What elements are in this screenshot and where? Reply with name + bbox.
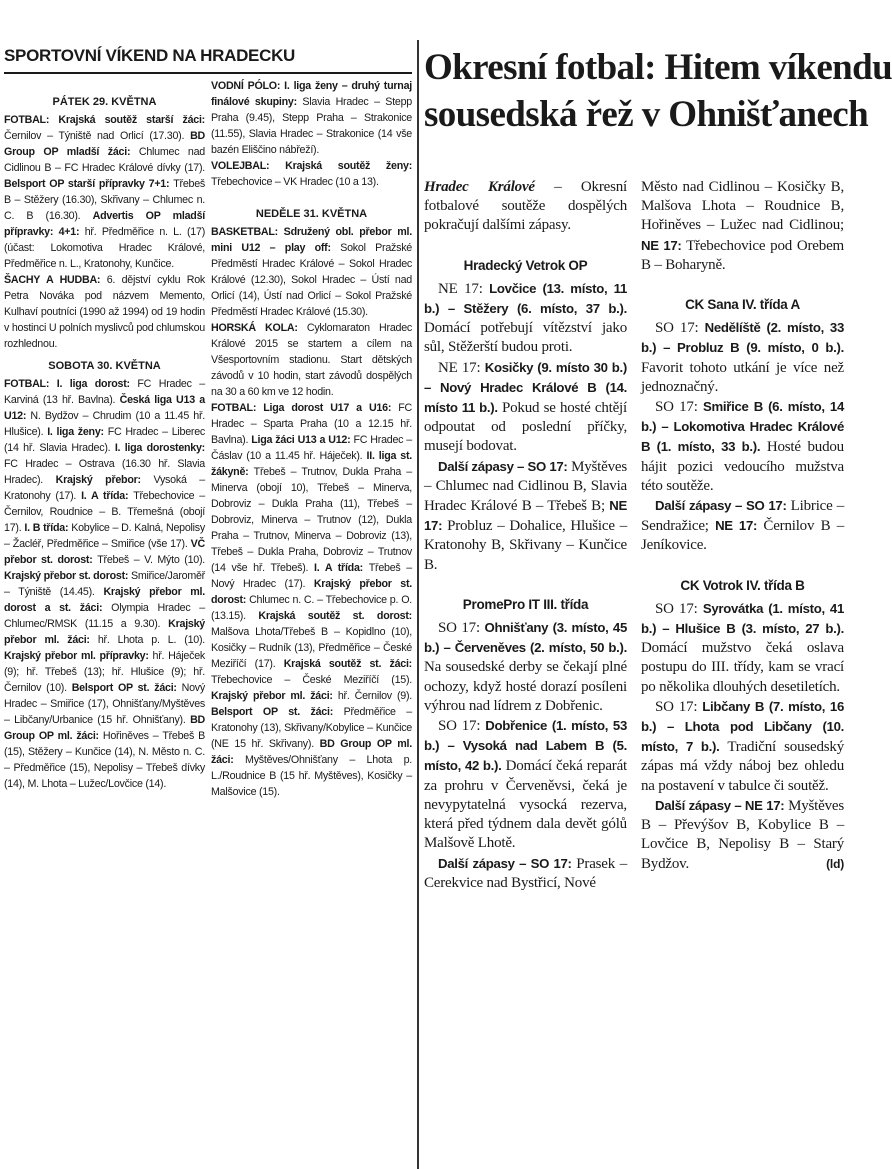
article-paragraph: [641, 318, 844, 397]
body-text: Tradiční sousedský zápas má vždy náboj bez ohledu na postavení v tabulce či soutěž.: [641, 739, 844, 794]
bold-text: FOTBAL: Liga dorost U17 a U16:: [211, 402, 399, 414]
body-text: SO 17:: [438, 620, 485, 637]
article-body: [424, 178, 844, 1169]
bold-text: ŠACHY A HUDBA:: [4, 274, 107, 286]
league-heading: CK Sana IV. třída A: [685, 297, 800, 313]
body-text: Třebeš – Nový Hradec (17).: [211, 562, 412, 590]
body-text: Třebechovice – České Meziříčí (15).: [211, 674, 412, 686]
article-lead: [424, 178, 627, 236]
bold-text: I. liga dorostenky:: [114, 442, 205, 454]
article-paragraph: [641, 496, 844, 556]
body-text: FC Hradec – Čáslav (10 a 11.45 hř. Háječek).: [211, 434, 412, 462]
schedule-entry: [211, 400, 412, 800]
bold-text: Krajská soutěž st. žáci:: [283, 658, 412, 670]
body-text: Hosté budou hájit pozici vedoucího mužstva této soutěže.: [641, 439, 844, 494]
body-text: – Okresní fotbalové soutěže dospělých pokračují dalšími zápasy.: [424, 179, 627, 234]
body-text: NE 17:: [438, 359, 485, 376]
article-paragraph: [424, 716, 627, 853]
bold-text: Advertis OP mladší přípravky: 4+1:: [4, 210, 206, 238]
left-header: SPORTOVNÍ VÍKEND NA HRADECKU: [4, 40, 412, 74]
body-text: Hořiněves – Třebeš B (15), Stěžery – Kunčice (14), N. Město n. C. – Předměřice (15), Nepolisy – Třebeš dívky (14), M. Lhota – Lužec/Lovčice (14).: [4, 730, 205, 790]
bold-text: Krajský přebor ml. přípravky:: [4, 650, 153, 662]
bold-text: Nedělíště (2. místo, 33 b.) – Probluz B (9. místo, 0 b.).: [641, 320, 844, 356]
bold-text: NE 17:: [715, 518, 758, 534]
article-headline-line-2: sousedská řež v Ohnišťanech: [424, 94, 869, 135]
bold-text: VOLEJBAL: Krajská soutěž ženy:: [211, 160, 412, 172]
bold-text: BASKETBAL: Sdružený obl. přebor ml. mini U12 – play off:: [211, 226, 412, 254]
article-paragraph: [641, 178, 844, 275]
schedule-entry: [211, 320, 412, 400]
bold-text: Libčany B (7. místo, 16 b.) – Lhota pod Libčany (10. místo, 7 b.).: [641, 698, 844, 755]
schedule-entry: [211, 78, 412, 158]
bold-text: Další zápasy – SO 17:: [655, 498, 787, 514]
body-text: Cyklomaraton Hradec Králové 2015 se startem a cílem na Všesportovním stadionu. Start dětských závodů v 10 hodin, start závodů dospělých na 30 a 60 km ve 12 hodin.: [211, 322, 412, 398]
body-text: Slavia Hradec – Stepp Praha (9.45), Stepp Praha – Strakonice (11.55), Slavia Hradec – Strakonice (14 vše bazén Eliščino nábřeží).: [211, 96, 412, 156]
body-text: Probluz – Dohalice, Hlušice – Kratonohy B, Skřivany – Kunčice B.: [424, 518, 627, 573]
schedule-entry: [4, 376, 205, 792]
bold-text: HORSKÁ KOLA:: [211, 322, 307, 334]
body-text: Smiřice/Jaroměř – Týniště (14.45).: [4, 570, 205, 598]
article-column-1: [424, 178, 627, 1169]
author-initials: (ld): [826, 856, 844, 871]
bold-text: BD Group OP ml. žáci:: [4, 714, 205, 742]
body-text: Myštěves B – Převýšov B, Kobylice B – Lovčice B, Nepolisy B – Starý Bydžov.: [641, 797, 844, 872]
bold-text: Dobřenice (1. místo, 53 b.) – Vysoká nad Labem B (5. místo, 42 b.).: [424, 718, 627, 774]
bold-text: Belsport OP st. žáci:: [211, 706, 344, 718]
bold-text: Další zápasy – NE 17:: [655, 797, 785, 813]
day-heading: NEDĚLE 31. KVĚTNA: [255, 208, 368, 220]
body-text: Třebechovice – VK Hradec (10 a 13).: [211, 176, 379, 188]
body-text: SO 17:: [655, 600, 703, 617]
bold-text: Syrovátka (1. místo, 41 b.) – Hlušice B (3. místo, 27 b.).: [641, 600, 844, 637]
body-text: hř. Lhota p. L. (10).: [97, 634, 205, 646]
bold-text: Krajský přebor ml. dorost a st. žáci:: [4, 586, 205, 614]
body-text: FC Hradec – Sparta Praha (10 a 12.15 hř. Bavlna).: [211, 402, 412, 446]
body-text: Třebeš – Trutnov, Dukla Praha – Minerva (obojí 10), Třebeš – Minerva, Dobroviz – Dukla Praha (11), Třebeš – Dobroviz, Minerva – Trutnov (12), Dukla Praha – Trutnov, Minerva – Dobroviz (13), Třebeš – Dukla Praha, Dobroviz – Trutnov (14 vše hř. Třebeš).: [211, 466, 412, 574]
bold-text: Krajský přebor st. dorost:: [211, 578, 412, 606]
column-divider: [417, 40, 419, 1169]
body-text: SO 17:: [655, 698, 703, 715]
body-text: hř. Předměřice n. L. (17) (účast: Lokomotiva Hradec Králové, Předměřice n. L., Kratonohy, Kunčice.: [4, 226, 206, 270]
day-heading: PÁTEK 29. KVĚTNA: [52, 96, 157, 108]
schedule-column-2: [211, 78, 412, 1166]
body-text: Nový Hradec – Smiřice (17), Ohnišťany/Myštěves – Libčany/Urbanice (15 hř. Ohnišťany).: [4, 682, 205, 726]
article: [424, 44, 892, 1169]
schedule-columns: [4, 78, 412, 1166]
body-text: SO 17:: [438, 718, 486, 735]
body-text: Malšova Lhota/Třebeš B – Kopidlno (10), Kosičky – Rudník (13), Předměřice – České Meziříčí (17).: [211, 626, 412, 670]
bold-text: I. B třída:: [24, 522, 72, 534]
article-paragraph: [641, 697, 844, 796]
article-headline-line-1: Okresní fotbal: Hitem víkendu: [424, 47, 892, 88]
league-heading: CK Votrok IV. třída B: [680, 577, 805, 593]
body-text: Domácí čeká reparát za prohru v Červeněvsi, čeká je nevypytatelná vysocká rezerva, která před týdnem dala devět gólů Malšově Lhotě.: [424, 758, 628, 852]
bold-text: Lovčice (13. místo, 11 b.) – Stěžery (6. místo, 37 b.).: [424, 280, 627, 317]
day-heading: SOBOTA 30. KVĚTNA: [48, 360, 161, 372]
article-paragraph: [641, 796, 844, 874]
body-text: Myštěves/Ohnišťany – Lhota p. L./Roudnice B (15 hř. Myštěves), Kosičky – Malšovice (15).: [211, 754, 412, 798]
bold-text: Belsport OP starší přípravky 7+1:: [4, 178, 174, 190]
article-paragraph: [641, 599, 844, 697]
bold-text: VODNÍ PÓLO: I. liga ženy – druhý turnaj finálové skupiny:: [211, 80, 412, 108]
article-column-2: [641, 178, 844, 1169]
bold-text: Další zápasy – SO 17:: [438, 855, 572, 871]
body-text: Vysoká – Kratonohy (17).: [4, 474, 205, 502]
bold-text: II. liga st. žákyně:: [211, 450, 412, 478]
schedule-entry: [211, 158, 412, 190]
article-paragraph: [424, 854, 627, 893]
body-text: Favorit tohoto utkání je více než jednoznačný.: [641, 359, 844, 395]
bold-text: Liga žáci U13 a U12:: [251, 434, 354, 446]
article-paragraph: [424, 358, 627, 457]
body-text: N. Bydžov – Chrudim (10 a 11.45 hř. Hlušice).: [4, 410, 205, 438]
body-text: FC Hradec – Karviná (13 hř. Bavlna).: [4, 378, 205, 406]
body-text: Třebeš B – Stěžery (16.30), Skřivany – Chlumec n. C. B (16.30).: [4, 178, 205, 222]
article-paragraph: [641, 397, 844, 496]
body-text: Černilov B – Jeníkovice.: [641, 518, 844, 554]
league-heading: PromePro IT III. třída: [462, 596, 589, 612]
bold-text: Krajský přebor ml. žáci:: [4, 618, 205, 646]
bold-text: NE 17:: [641, 237, 682, 253]
body-text: Domácí mužstvo čeká oslava postupu do III. třídy, kam se vrací po několika dlouhých desetiletích.: [641, 640, 844, 695]
bold-text: Smiřice B (6. místo, 14 b.) – Lokomotiva Hradec Králové B (1. místo, 33 b.).: [641, 399, 844, 455]
body-text: Město nad Cidlinou – Kosičky B, Malšova Lhota – Roudnice B, Hořiněves – Lužec nad Cidlinou;: [641, 179, 844, 234]
league-heading: Hradecký Vetrok OP: [463, 257, 588, 273]
body-text: SO 17:: [655, 320, 705, 337]
bold-text: VČ přebor st. dorost:: [4, 538, 205, 566]
bold-text: FOTBAL: I. liga dorost:: [4, 378, 138, 390]
schedule-column-1: [4, 78, 205, 1166]
body-text: Sokol Pražské Předměstí Hradec Králové – Sokol Hradec Králové (12.30), Sokol Hradec – Ústí nad Orlicí (14), Ústí nad Orlicí – Sokol Pražské Předměstí Hradec Králové (15.30).: [211, 242, 412, 318]
body-text: Domácí potřebují vítězství jako sůl, Stěžerští budou proti.: [424, 320, 627, 356]
body-text: hř. Háječek (9); hř. Třebeš (13); hř. Hlušice (9); hř. Černilov (10).: [4, 650, 205, 694]
schedule-entry: [4, 272, 205, 352]
body-text: Třebechovice pod Orebem B – Boharyně.: [641, 237, 844, 273]
article-paragraph: [424, 618, 627, 716]
bold-text: BD Group OP mladší žáci:: [4, 130, 205, 158]
bold-text: FOTBAL: Krajská soutěž starší žáci:: [4, 114, 205, 126]
body-text: FC Hradec – Ostrava (16.30 hř. Slavia Hradec).: [4, 458, 205, 486]
body-text: Chlumec n. C. – Třebechovice p. O. (13.15).: [211, 594, 412, 622]
bold-text: Krajský přebor:: [55, 474, 154, 486]
body-text: FC Hradec – Liberec (14 hř. Slavia Hradec).: [4, 426, 205, 454]
body-text: Prasek – Cerekvice nad Bystřicí, Nové: [424, 855, 627, 891]
bold-text: Krajský přebor st. dorost:: [4, 570, 131, 582]
body-text: Librice – Sendražice;: [641, 498, 844, 535]
bold-text: Další zápasy – SO 17:: [438, 458, 568, 474]
bold-text: Krajská soutěž st. dorost:: [258, 610, 412, 622]
body-text: Kobylice – D. Kalná, Nepolisy – Žacléř, Předměřice – Smiřice (vše 17).: [4, 522, 205, 550]
body-text: Třebechovice – Černilov, Roudnice – B. Třemešná (obojí 17).: [4, 490, 205, 534]
schedule-entry: [211, 224, 412, 320]
article-paragraph: [424, 279, 627, 358]
body-text: Chlumec nad Cidlinou B – FC Hradec Králové dívky (17).: [4, 146, 205, 174]
body-text: hř. Černilov (9).: [337, 690, 412, 702]
body-text: Myštěves – Chlumec nad Cidlinou B, Slavia Hradec Králové B – Třebeš B;: [424, 458, 627, 515]
dateline: Hradec Králové: [424, 179, 535, 195]
article-paragraph: [424, 457, 627, 575]
body-text: Předměřice – Kratonohy (13), Skřivany/Kobylice – Kunčice (NE 15 hř. Skřivany).: [211, 706, 412, 750]
body-text: Třebeš – V. Mýto (10).: [97, 554, 205, 566]
schedule-entry: [4, 112, 205, 272]
bold-text: Kosičky (9. místo 30 b.) – Nový Hradec Králové B (14. místo 11 b.).: [424, 359, 627, 416]
body-text: 6. dějství cyklu Rok Petra Nováka pod názvem Memento, Kulhaví poutníci (1990 až 1994) od 19 hodin v hostinci U polních myslivců pod chlumskou rozhlednou.: [4, 274, 205, 350]
bold-text: Krajský přebor ml. žáci:: [211, 690, 338, 702]
bold-text: NE 17:: [424, 498, 627, 534]
body-text: Olympia Hradec – Chlumec/RMSK (11.15 a 9.30).: [4, 602, 205, 630]
bold-text: BD Group OP ml. žáci:: [211, 738, 412, 766]
bold-text: Česká liga U13 a U12:: [4, 394, 205, 422]
body-text: Pokud se hosté chtějí odpoutat od poslední příčky, musejí bodovat.: [424, 400, 627, 455]
body-text: Černilov – Týniště nad Orlicí (17.30).: [4, 130, 191, 142]
body-text: SO 17:: [655, 399, 704, 416]
bold-text: Belsport OP st. žáci:: [71, 682, 182, 694]
body-text: NE 17:: [438, 280, 490, 297]
bold-text: I. liga ženy:: [47, 426, 108, 438]
bold-text: I. A třída:: [314, 562, 369, 574]
bold-text: Ohnišťany (3. místo, 45 b.) – Červeněves (2. místo, 50 b.).: [424, 620, 627, 656]
body-text: Na sousedské derby se čekají plné ochozy, když hosté dorazí posíleni výhrou nad lídrem z Dobřenic.: [424, 659, 627, 714]
bold-text: I. A třída:: [81, 490, 134, 502]
